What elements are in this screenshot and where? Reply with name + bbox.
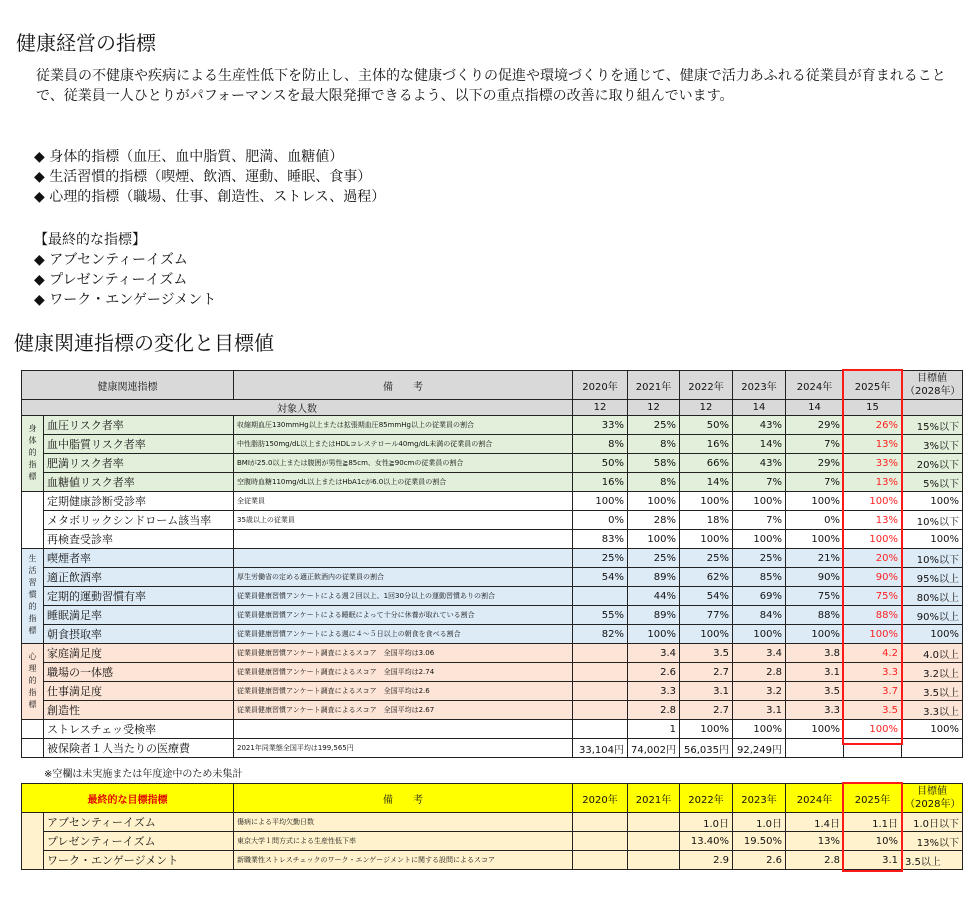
year-value: 3.2 [733, 682, 786, 701]
year-value: 100% [680, 625, 733, 644]
intro-text: 従業員の不健康や疾病による生産性低下を防止し、主体的な健康づくりの促進や環境づくりを通じて、健康で活力あふれる従業員が育まれることで、従業員一人ひとりがパフォーマンスを最大限発揮できるよう、以下の重点指標の改善に取り組んでいます。 [36, 68, 946, 104]
header-year: 2025年 [844, 371, 902, 400]
indicator-name: プレゼンティーイズム [44, 832, 234, 851]
year-value: 100% [628, 625, 680, 644]
indicator-note: 傷病による平均欠勤日数 [234, 813, 573, 832]
year-value: 13% [844, 435, 902, 454]
header-year: 2020年 [573, 784, 628, 813]
year-value: 62% [680, 568, 733, 587]
year-value: 1.0日 [680, 813, 733, 832]
year-value: 85% [733, 568, 786, 587]
goal-value: 80%以上 [902, 587, 963, 606]
health-indicator-table [21, 370, 963, 758]
year-value: 3.3 [786, 701, 844, 720]
year-value: 54% [680, 587, 733, 606]
year-value: 20% [844, 549, 902, 568]
indicator-note: 従業員健康習慣アンケート調査によるスコア 全国平均は3.06 [234, 644, 573, 663]
header-goal [902, 371, 963, 400]
table-row [22, 832, 963, 851]
year-value: 2.8 [628, 701, 680, 720]
year-value [573, 813, 628, 832]
indicator-note: 従業員健康習慣アンケートによる週に４～５日以上の朝食を食べる割合 [234, 625, 573, 644]
goal-value: 1.0日以下 [902, 813, 963, 832]
header-note: 備 考 [234, 784, 573, 813]
count-label: 対象人数 [22, 400, 573, 416]
indicator-name: 創造性 [44, 701, 234, 720]
year-value: 82% [573, 625, 628, 644]
year-value: 1.0日 [733, 813, 786, 832]
indicator-name: 定期的運動習慣有率 [44, 587, 234, 606]
header-year: 2022年 [680, 371, 733, 400]
year-value: 88% [786, 606, 844, 625]
count-value: 14 [786, 400, 844, 416]
year-value: 100% [844, 530, 902, 549]
count-value: 14 [733, 400, 786, 416]
year-value: 13% [844, 511, 902, 530]
table-row [22, 625, 963, 644]
year-value: 1.1日 [844, 813, 902, 832]
year-value: 3.5 [680, 644, 733, 663]
year-value: 19.50% [733, 832, 786, 851]
year-value: 2.7 [680, 701, 733, 720]
section-title: 健康関連指標の変化と目標値 [14, 331, 274, 355]
goal-value: 3.2以上 [902, 663, 963, 682]
year-value: 2.6 [628, 663, 680, 682]
goal-label: 目標値 [917, 373, 947, 384]
year-value: 90% [844, 568, 902, 587]
final-indicator-table [21, 783, 963, 870]
goal-value: 3.3以上 [902, 701, 963, 720]
indicator-name: 職場の一体感 [44, 663, 234, 682]
year-value: 44% [628, 587, 680, 606]
table-row [22, 492, 963, 511]
final-indicator-heading: 【最終的な指標】 [34, 232, 146, 248]
indicator-name: 再検査受診率 [44, 530, 234, 549]
goal-label: 目標値 [917, 786, 947, 797]
year-value: 10% [844, 832, 902, 851]
table-row [22, 682, 963, 701]
table-row [22, 701, 963, 720]
table-row [22, 813, 963, 832]
year-value: 0% [786, 511, 844, 530]
year-value: 7% [786, 473, 844, 492]
year-value: 1 [628, 720, 680, 739]
final-indicator: ◆ プレゼンティーイズム [34, 272, 188, 288]
indicator-name: 朝食摂取率 [44, 625, 234, 644]
year-value: 100% [733, 625, 786, 644]
year-value: 3.5 [786, 682, 844, 701]
year-value [573, 663, 628, 682]
table-row [22, 530, 963, 549]
indicator-note [234, 530, 573, 549]
year-value: 25% [733, 549, 786, 568]
year-value [573, 832, 628, 851]
year-value: 50% [680, 416, 733, 435]
year-value: 25% [628, 416, 680, 435]
year-value: 84% [733, 606, 786, 625]
year-value: 16% [680, 435, 733, 454]
indicator-name: 血中脂質リスク者率 [44, 435, 234, 454]
header-indicator: 最終的な目標指標 [22, 784, 234, 813]
indicator-note: 空腹時血糖110mg/dL以上またはHbA1cが6.0以上の従業員の割合 [234, 473, 573, 492]
year-value: 14% [733, 435, 786, 454]
year-value: 88% [844, 606, 902, 625]
indicator-name: 定期健康診断受診率 [44, 492, 234, 511]
indicator-note: 全従業員 [234, 492, 573, 511]
year-value: 100% [628, 530, 680, 549]
key-indicator: ◆ 生活習慣的指標（喫煙、飲酒、運動、睡眠、食事） [34, 169, 372, 185]
year-value: 25% [573, 549, 628, 568]
year-value: 25% [680, 549, 733, 568]
goal-value: 10%以下 [902, 511, 963, 530]
year-value: 8% [573, 435, 628, 454]
count-row [22, 400, 963, 416]
year-value: 3.3 [844, 663, 902, 682]
year-value [573, 851, 628, 870]
year-value: 18% [680, 511, 733, 530]
year-value [573, 644, 628, 663]
goal-year: （2028年） [905, 386, 961, 397]
header-year: 2022年 [680, 784, 733, 813]
indicator-note: 従業員健康習慣アンケート調査によるスコア 全国平均は2.74 [234, 663, 573, 682]
year-value: 100% [733, 492, 786, 511]
year-value: 89% [628, 568, 680, 587]
year-value: 2.6 [733, 851, 786, 870]
goal-value: 3.5以上 [902, 851, 963, 870]
header-year: 2024年 [786, 371, 844, 400]
final-indicator-list [34, 230, 216, 310]
header-row [22, 784, 963, 813]
year-value: 13% [844, 473, 902, 492]
goal-value: 3%以下 [902, 435, 963, 454]
indicator-note: 2021年同業態全国平均は199,565円 [234, 739, 573, 758]
table-row [22, 739, 963, 758]
indicator-name: 肥満リスク者率 [44, 454, 234, 473]
year-value: 100% [786, 492, 844, 511]
table-row [22, 511, 963, 530]
year-value: 26% [844, 416, 902, 435]
year-value: 1.4日 [786, 813, 844, 832]
year-value: 2.7 [680, 663, 733, 682]
goal-value: 95%以上 [902, 568, 963, 587]
year-value: 0% [573, 511, 628, 530]
year-value: 50% [573, 454, 628, 473]
indicator-name: 喫煙者率 [44, 549, 234, 568]
indicator-note: 従業員健康習慣アンケート調査によるスコア 全国平均は2.6 [234, 682, 573, 701]
indicator-note: 従業員健康習慣アンケートによる睡眠によって十分に休養が取れている割合 [234, 606, 573, 625]
group-label: 生活習慣的指標 [22, 549, 44, 644]
indicator-note: 厚生労働省の定める適正飲酒内の従業員の割合 [234, 568, 573, 587]
indicator-name: 血圧リスク者率 [44, 416, 234, 435]
indicator-note: BMIが25.0以上または腹囲が男性≧85cm、女性≧90cmの従業員の割合 [234, 454, 573, 473]
goal-value: 3.5以上 [902, 682, 963, 701]
year-value: 100% [733, 530, 786, 549]
year-value: 58% [628, 454, 680, 473]
year-value: 92,249円 [733, 739, 786, 758]
goal-value: 15%以下 [902, 416, 963, 435]
year-value: 13% [786, 832, 844, 851]
year-value: 3.5 [844, 701, 902, 720]
header-year: 2021年 [628, 371, 680, 400]
goal-value: 20%以下 [902, 454, 963, 473]
year-value: 100% [680, 720, 733, 739]
header-year: 2023年 [733, 784, 786, 813]
year-value: 3.4 [733, 644, 786, 663]
year-value: 75% [786, 587, 844, 606]
header-goal [902, 784, 963, 813]
indicator-name: 血糖値リスク者率 [44, 473, 234, 492]
year-value: 100% [733, 720, 786, 739]
indicator-name: 仕事満足度 [44, 682, 234, 701]
year-value: 29% [786, 416, 844, 435]
year-value: 100% [573, 492, 628, 511]
year-value: 2.8 [786, 851, 844, 870]
year-value [628, 832, 680, 851]
year-value: 7% [733, 511, 786, 530]
year-value [628, 813, 680, 832]
year-value: 100% [680, 492, 733, 511]
year-value: 3.1 [733, 701, 786, 720]
group-label [22, 492, 44, 549]
indicator-note: 中性脂肪150mg/dL以上またはHDLコレステロール40mg/dL未満の従業員の割合 [234, 435, 573, 454]
indicator-note [234, 720, 573, 739]
indicator-name: 睡眠満足率 [44, 606, 234, 625]
year-value: 8% [628, 473, 680, 492]
indicator-name: 家庭満足度 [44, 644, 234, 663]
indicator-note: 東京大学１問方式による生産性低下率 [234, 832, 573, 851]
year-value: 16% [573, 473, 628, 492]
year-value: 2.9 [680, 851, 733, 870]
year-value: 100% [786, 530, 844, 549]
year-value: 29% [786, 454, 844, 473]
year-value: 77% [680, 606, 733, 625]
year-value [628, 851, 680, 870]
year-value: 56,035円 [680, 739, 733, 758]
header-year: 2020年 [573, 371, 628, 400]
key-indicator-list [34, 147, 385, 207]
goal-value: 4.0以上 [902, 644, 963, 663]
year-value: 33% [573, 416, 628, 435]
year-value: 43% [733, 416, 786, 435]
goal-value: 100% [902, 720, 963, 739]
year-value: 3.1 [680, 682, 733, 701]
year-value: 3.1 [844, 851, 902, 870]
year-value: 28% [628, 511, 680, 530]
year-value: 33% [844, 454, 902, 473]
indicator-name: ストレスチェッ受検率 [44, 720, 234, 739]
year-value [844, 739, 902, 758]
final-indicator: ◆ ワーク・エンゲージメント [34, 292, 217, 308]
count-value: 15 [844, 400, 902, 416]
year-value: 3.7 [844, 682, 902, 701]
count-goal [902, 400, 963, 416]
goal-value: 90%以上 [902, 606, 963, 625]
count-value: 12 [573, 400, 628, 416]
indicator-name: 被保険者１人当たりの医療費 [44, 739, 234, 758]
header-year: 2024年 [786, 784, 844, 813]
group-label [22, 739, 44, 758]
year-value: 3.1 [786, 663, 844, 682]
group-label [22, 813, 44, 870]
year-value: 8% [628, 435, 680, 454]
year-value: 3.4 [628, 644, 680, 663]
indicator-note: 従業員健康習慣アンケートによる週２回以上、1回30分以上の運動習慣ありの割合 [234, 587, 573, 606]
table-row [22, 851, 963, 870]
year-value: 100% [844, 492, 902, 511]
goal-year: （2028年） [905, 799, 961, 810]
year-value: 90% [786, 568, 844, 587]
goal-value: 100% [902, 530, 963, 549]
year-value: 3.3 [628, 682, 680, 701]
year-value: 74,002円 [628, 739, 680, 758]
table-row [22, 644, 963, 663]
year-value [573, 720, 628, 739]
header-row [22, 371, 963, 400]
year-value: 100% [680, 530, 733, 549]
goal-value: 5%以下 [902, 473, 963, 492]
year-value: 21% [786, 549, 844, 568]
year-value: 2.8 [733, 663, 786, 682]
year-value: 100% [844, 625, 902, 644]
goal-value: 100% [902, 625, 963, 644]
indicator-name: メタボリックシンドローム該当率 [44, 511, 234, 530]
count-value: 12 [628, 400, 680, 416]
goal-value: 100% [902, 492, 963, 511]
indicator-name: 適正飲酒率 [44, 568, 234, 587]
year-value: 33,104円 [573, 739, 628, 758]
year-value: 83% [573, 530, 628, 549]
indicator-name: アブセンティーイズム [44, 813, 234, 832]
year-value: 100% [844, 720, 902, 739]
key-indicator: ◆ 身体的指標（血圧、血中脂質、肥満、血糖値） [34, 149, 344, 165]
header-note: 備 考 [234, 371, 573, 400]
table-row [22, 568, 963, 587]
key-indicator: ◆ 心理的指標（職場、仕事、創造性、ストレス、過程） [34, 189, 386, 205]
year-value: 100% [786, 625, 844, 644]
year-value: 4.2 [844, 644, 902, 663]
table-row [22, 720, 963, 739]
year-value: 54% [573, 568, 628, 587]
year-value: 69% [733, 587, 786, 606]
year-value: 55% [573, 606, 628, 625]
footnote: ※空欄は未実施または年度途中のため未集計 [44, 769, 243, 780]
year-value: 7% [733, 473, 786, 492]
header-year: 2023年 [733, 371, 786, 400]
year-value: 25% [628, 549, 680, 568]
indicator-note: 35歳以上の従業員 [234, 511, 573, 530]
year-value [786, 739, 844, 758]
table-row [22, 587, 963, 606]
year-value [573, 682, 628, 701]
year-value [573, 701, 628, 720]
table-row [22, 606, 963, 625]
goal-value: 13%以下 [902, 832, 963, 851]
count-value: 12 [680, 400, 733, 416]
year-value: 100% [628, 492, 680, 511]
year-value: 89% [628, 606, 680, 625]
table-row [22, 473, 963, 492]
year-value: 14% [680, 473, 733, 492]
indicator-note [234, 549, 573, 568]
indicator-note: 収縮期血圧130mmHg以上または拡張期血圧85mmHg以上の従業員の割合 [234, 416, 573, 435]
header-year: 2025年 [844, 784, 902, 813]
header-year: 2021年 [628, 784, 680, 813]
table-row [22, 454, 963, 473]
group-label: 身体的指標 [22, 416, 44, 492]
year-value: 43% [733, 454, 786, 473]
year-value: 7% [786, 435, 844, 454]
final-indicator: ◆ アブセンティーイズム [34, 252, 188, 268]
page-title: 健康経営の指標 [16, 31, 156, 55]
year-value: 100% [786, 720, 844, 739]
group-label [22, 720, 44, 739]
table-row [22, 549, 963, 568]
year-value [573, 587, 628, 606]
indicator-name: ワーク・エンゲージメント [44, 851, 234, 870]
group-label: 心理的指標 [22, 644, 44, 720]
table-row [22, 435, 963, 454]
goal-value: 10%以下 [902, 549, 963, 568]
indicator-note: 従業員健康習慣アンケート調査によるスコア 全国平均は2.67 [234, 701, 573, 720]
year-value: 13.40% [680, 832, 733, 851]
table-row [22, 416, 963, 435]
indicator-note: 新職業性ストレスチェックのワーク・エンゲージメントに関する設問によるスコア [234, 851, 573, 870]
goal-value [902, 739, 963, 758]
table-row [22, 663, 963, 682]
header-indicator: 健康関連指標 [22, 371, 234, 400]
year-value: 66% [680, 454, 733, 473]
year-value: 75% [844, 587, 902, 606]
year-value: 3.8 [786, 644, 844, 663]
